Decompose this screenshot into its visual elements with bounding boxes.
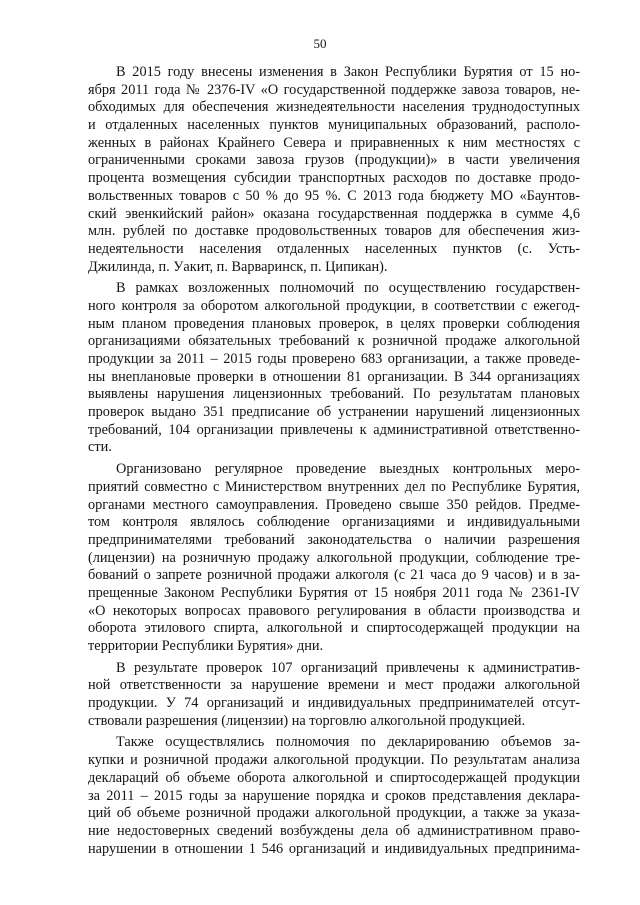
text-line: В рамках возложенных полномочий по осуществлению государствен-	[116, 280, 580, 297]
text-line: В результате проверок 107 организаций привлечены к административ-	[116, 659, 580, 676]
text-line: млн. рублей по доставке продовольственных товаров для обеспечения жиз-	[88, 223, 580, 240]
text-line: приятий совместно с Министерством внутренних дел по Республике Бурятия,	[88, 478, 580, 495]
text-line: купки и розничной продажи алкогольной продукции. По результатам анализа	[88, 752, 580, 769]
text-line: ствовали разрешения (лицензии) на торговлю алкогольной продукцией.	[88, 712, 526, 729]
text-line: проверок выдано 351 предписание об устранении нарушений лицензионных	[88, 404, 580, 421]
paragraph	[88, 64, 580, 276]
body-text	[88, 64, 580, 862]
paragraph	[88, 660, 580, 731]
text-line: ября 2011 года № 2376-IV «О государственной поддержке завоза товаров, не-	[88, 81, 580, 98]
text-line: ский эвенкийский район» оказана государственная поддержка в сумме 4,6	[88, 205, 580, 222]
text-line: обходимых для обеспечения жизнедеятельности населения труднодоступных	[88, 99, 580, 116]
page-number: 50	[313, 36, 327, 51]
text-line: бований о запрете розничной продажи алкоголя (с 21 часа до 9 часов) и в за-	[88, 567, 580, 584]
text-line: оборота этилового спирта, алкогольной и спиртосодержащей продукции на	[88, 620, 580, 637]
paragraph	[88, 734, 580, 858]
text-line: ным планом проведения плановых проверок, в целях проверки соблюдения	[88, 315, 580, 332]
text-line: прещенные Законом Республики Бурятия от 15 ноября 2011 года № 2361-IV	[88, 584, 580, 601]
text-line: ограниченными сроками завоза грузов (продукции)» в части увеличения	[88, 152, 580, 169]
text-line: В 2015 году внесены изменения в Закон Республики Бурятия от 15 но-	[116, 64, 580, 80]
paragraph	[88, 280, 580, 457]
text-line: выявлены нарушения лицензионных требований. По результатам плановых	[88, 386, 580, 403]
text-line: деклараций об объеме оборота алкогольной и спиртосодержащей продукции	[88, 769, 580, 786]
text-line: и отдаленных населенных пунктов муниципальных образований, располо-	[88, 117, 580, 134]
text-line: том контроля являлось соблюдение организациями и индивидуальными	[88, 514, 580, 531]
text-line: сти.	[88, 439, 112, 456]
text-line: ние недостоверных сведений возбуждены дела об административном право-	[88, 822, 580, 839]
text-line: процента возмещения субсидии транспортных расходов по доставке продо-	[88, 170, 580, 187]
text-line: Организовано регулярное проведение выездных контрольных меро-	[116, 461, 580, 478]
text-line: органами местного самоуправления. Проведено свыше 350 рейдов. Предме-	[88, 496, 580, 513]
text-line: ной ответственности за нарушение времени и мест продажи алкогольной	[88, 677, 580, 694]
text-line: продукции. У 74 организаций и индивидуальных предпринимателей отсут-	[88, 695, 580, 712]
text-line: организациями обязательных требований к розничной продаже алкогольной	[88, 333, 580, 350]
text-line: за 2011 – 2015 годы за нарушение порядка и сроков представления деклара-	[88, 787, 580, 804]
text-line: женных в районах Крайнего Севера и приравненных к ним местностях с	[88, 134, 580, 151]
text-line: ций об объеме розничной продажи алкогольной продукции, а также за указа-	[88, 805, 580, 822]
paragraph	[88, 461, 580, 656]
text-line: вольственных товаров с 50 % до 95 %. С 2013 года бюджету МО «Баунтов-	[88, 187, 580, 204]
text-line: территории Республики Бурятия» дни.	[88, 638, 324, 654]
text-line: (лицензии) на розничную продажу алкогольной продукции, соблюдение тре-	[88, 549, 580, 566]
text-line: требований, 104 организации привлечены к административной ответственно-	[88, 421, 580, 438]
text-line: предпринимателями требований законодательства о наличии разрешения	[88, 531, 580, 548]
text-line: Также осуществлялись полномочия по декларированию объемов за-	[116, 734, 580, 751]
text-line: недеятельности населения отдаленных населенных пунктов (с. Усть-	[88, 240, 580, 257]
text-line: «О некоторых вопросах правового регулирования в области производства и	[88, 602, 580, 619]
text-line: нарушении в отношении 1 546 организаций и индивидуальных предпринима-	[88, 840, 580, 857]
text-line: Джилинда, п. Уакит, п. Варваринск, п. Ципикан).	[88, 258, 388, 275]
text-line: ны внеплановые проверки в отношении 81 организации. В 344 организациях	[88, 368, 580, 385]
text-line: ного контроля за оборотом алкогольной продукции, в соответствии с ежегод-	[88, 297, 580, 314]
text-line: продукции за 2011 – 2015 годы проверено 683 организации, а также проведе-	[88, 351, 580, 367]
